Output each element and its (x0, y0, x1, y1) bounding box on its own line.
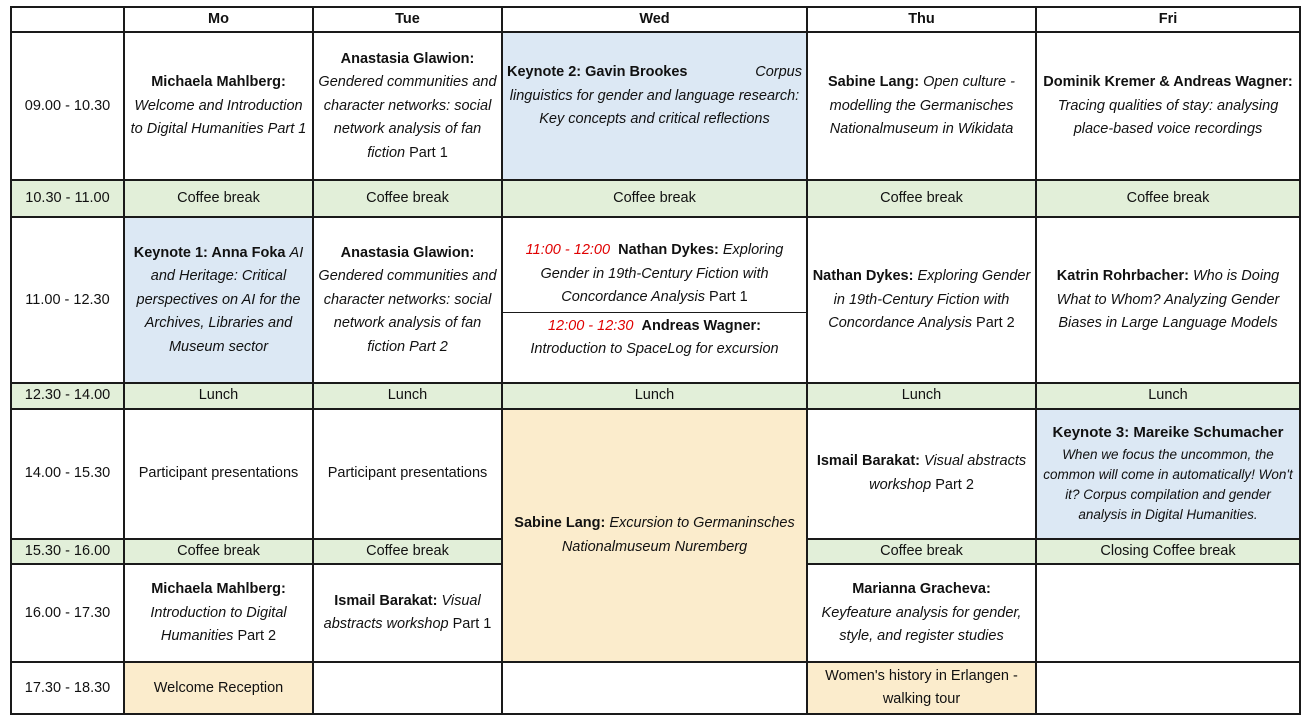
break-mo-1530: Coffee break (124, 539, 313, 564)
lunch-thu: Lunch (807, 383, 1036, 408)
speaker: Anastasia Glawion: (340, 50, 475, 67)
corner-cell (11, 7, 124, 32)
day-thu: Thu (807, 7, 1036, 32)
row-1030 (11, 180, 1300, 217)
speaker: Keynote 2: Gavin Brookes (507, 64, 688, 81)
title: When we focus the uncommon, the common will come in automatically! Won't it? Corpus compilation and gender analysis in Digital Humanities. (1043, 446, 1293, 523)
session-tue-1600 (313, 564, 502, 662)
title: Exploring Gender in 19th-Century Fiction with Concordance Analysis (540, 242, 784, 306)
speaker: Andreas Wagner: (641, 317, 762, 334)
part: Part 2 (935, 476, 974, 493)
time-label: 17.30 - 18.30 (11, 662, 124, 714)
title: Welcome and Introduction to Digital Humanities Part 1 (130, 97, 307, 138)
session-mo-1100 (124, 217, 313, 383)
session-wed-1730 (502, 662, 807, 714)
row-1400 (11, 409, 1300, 539)
time-label: 10.30 - 11.00 (11, 180, 124, 217)
break-wed-1030: Coffee break (502, 180, 807, 217)
speaker: Sabine Lang: (828, 74, 920, 91)
part: Part 2 (976, 315, 1015, 332)
break-thu-1030: Coffee break (807, 180, 1036, 217)
break-fri-1530: Closing Coffee break (1036, 539, 1300, 564)
day-wed: Wed (502, 7, 807, 32)
session-fri-1600 (1036, 564, 1300, 662)
day-mo: Mo (124, 7, 313, 32)
title: Excursion to Germaninsches Nationalmuseum Nuremberg (561, 515, 795, 555)
time-label: 12.30 - 14.00 (11, 383, 124, 408)
break-tue-1030: Coffee break (313, 180, 502, 217)
title: Open culture - modelling the Germanisches Nationalmuseum in Wikidata (829, 74, 1015, 138)
lunch-fri: Lunch (1036, 383, 1300, 408)
lunch-mo: Lunch (124, 383, 313, 408)
title-first: Corpus (755, 64, 802, 81)
time-label: 16.00 - 17.30 (11, 564, 124, 662)
part: Part 2 (237, 628, 277, 645)
title: Visual abstracts workshop (323, 592, 481, 633)
time-label: 11.00 - 12.30 (11, 217, 124, 383)
title: Who is Doing What to Whom? Analyzing Gender Biases in Large Language Models (1056, 268, 1280, 332)
speaker: Marianna Gracheva: (852, 581, 991, 598)
session-wed-0900 (502, 32, 807, 180)
speaker: Keynote 1: Anna Foka (133, 244, 286, 261)
speaker: Katrin Rohrbacher: (1056, 268, 1189, 285)
session-thu-1100 (807, 217, 1036, 383)
title: Gendered communities and character networks: social network analysis of fan fiction Part 2 (318, 268, 497, 355)
title: linguistics for gender and language research: Key concepts and critical reflections (509, 87, 800, 128)
lunch-tue: Lunch (313, 383, 502, 408)
day-tue: Tue (313, 7, 502, 32)
event-mo-1730: Welcome Reception (124, 662, 313, 714)
lunch-wed: Lunch (502, 383, 807, 408)
speaker: Michaela Mahlberg: (151, 581, 286, 598)
row-0900 (11, 32, 1300, 180)
session-thu-1600 (807, 564, 1036, 662)
row-1230 (11, 383, 1300, 408)
title: Tracing qualities of stay: analysing place-based voice recordings (1057, 97, 1279, 138)
title: Introduction to SpaceLog for excursion (530, 341, 779, 358)
speaker: Michaela Mahlberg: (151, 74, 286, 91)
speaker: Ismail Barakat: (334, 592, 438, 609)
speaker: Keynote 3: Mareike Schumacher (1052, 424, 1284, 442)
session-wed-excursion (502, 409, 807, 662)
title: Introduction to Digital Humanities (150, 604, 287, 645)
session-tue-1400: Participant presentations (313, 409, 502, 539)
session-fri-1730 (1036, 662, 1300, 714)
row-1100 (11, 217, 1300, 383)
time-label: 14.00 - 15.30 (11, 409, 124, 539)
break-tue-1530: Coffee break (313, 539, 502, 564)
schedule-table (10, 6, 1301, 715)
session-mo-1600 (124, 564, 313, 662)
slot-time: 12:00 - 12:30 (547, 317, 634, 334)
day-fri: Fri (1036, 7, 1300, 32)
session-wed-1100-a (503, 237, 806, 311)
speaker: Nathan Dykes: (812, 268, 914, 285)
session-mo-0900 (124, 32, 313, 180)
session-thu-1400 (807, 409, 1036, 539)
keynote-line (505, 61, 804, 84)
session-tue-0900 (313, 32, 502, 180)
break-mo-1030: Coffee break (124, 180, 313, 217)
row-1730 (11, 662, 1300, 714)
speaker: Dominik Kremer & Andreas Wagner: (1043, 74, 1293, 91)
session-wed-1100 (502, 217, 807, 383)
session-fri-1100 (1036, 217, 1300, 383)
speaker: Nathan Dykes: (618, 242, 719, 259)
part: Part 1 (452, 616, 492, 633)
title: AI and Heritage: Critical perspectives on AI for the Archives, Libraries and Museum sector (136, 244, 304, 355)
time-label: 15.30 - 16.00 (11, 539, 124, 564)
session-mo-1400: Participant presentations (124, 409, 313, 539)
session-wed-1200 (503, 312, 806, 364)
title: Exploring Gender in 19th-Century Fiction with Concordance Analysis (828, 268, 1031, 332)
slot-time: 11:00 - 12:00 (525, 242, 611, 259)
part: Part 1 (709, 289, 748, 306)
break-thu-1530: Coffee break (807, 539, 1036, 564)
event-thu-1730: Women's history in Erlangen - walking tour (807, 662, 1036, 714)
title: Keyfeature analysis for gender, style, and register studies (821, 604, 1022, 645)
session-thu-0900 (807, 32, 1036, 180)
session-fri-1400 (1036, 409, 1300, 539)
time-label: 09.00 - 10.30 (11, 32, 124, 180)
break-fri-1030: Coffee break (1036, 180, 1300, 217)
speaker: Anastasia Glawion: (340, 244, 475, 261)
header-row (11, 7, 1300, 32)
speaker: Sabine Lang: (514, 515, 606, 532)
session-tue-1730 (313, 662, 502, 714)
session-tue-1100 (313, 217, 502, 383)
title: Gendered communities and character networks: social network analysis of fan fiction (318, 74, 497, 161)
session-fri-0900 (1036, 32, 1300, 180)
speaker: Ismail Barakat: (816, 453, 921, 470)
title: Visual abstracts workshop (869, 453, 1027, 493)
part: Part 1 (409, 144, 448, 161)
